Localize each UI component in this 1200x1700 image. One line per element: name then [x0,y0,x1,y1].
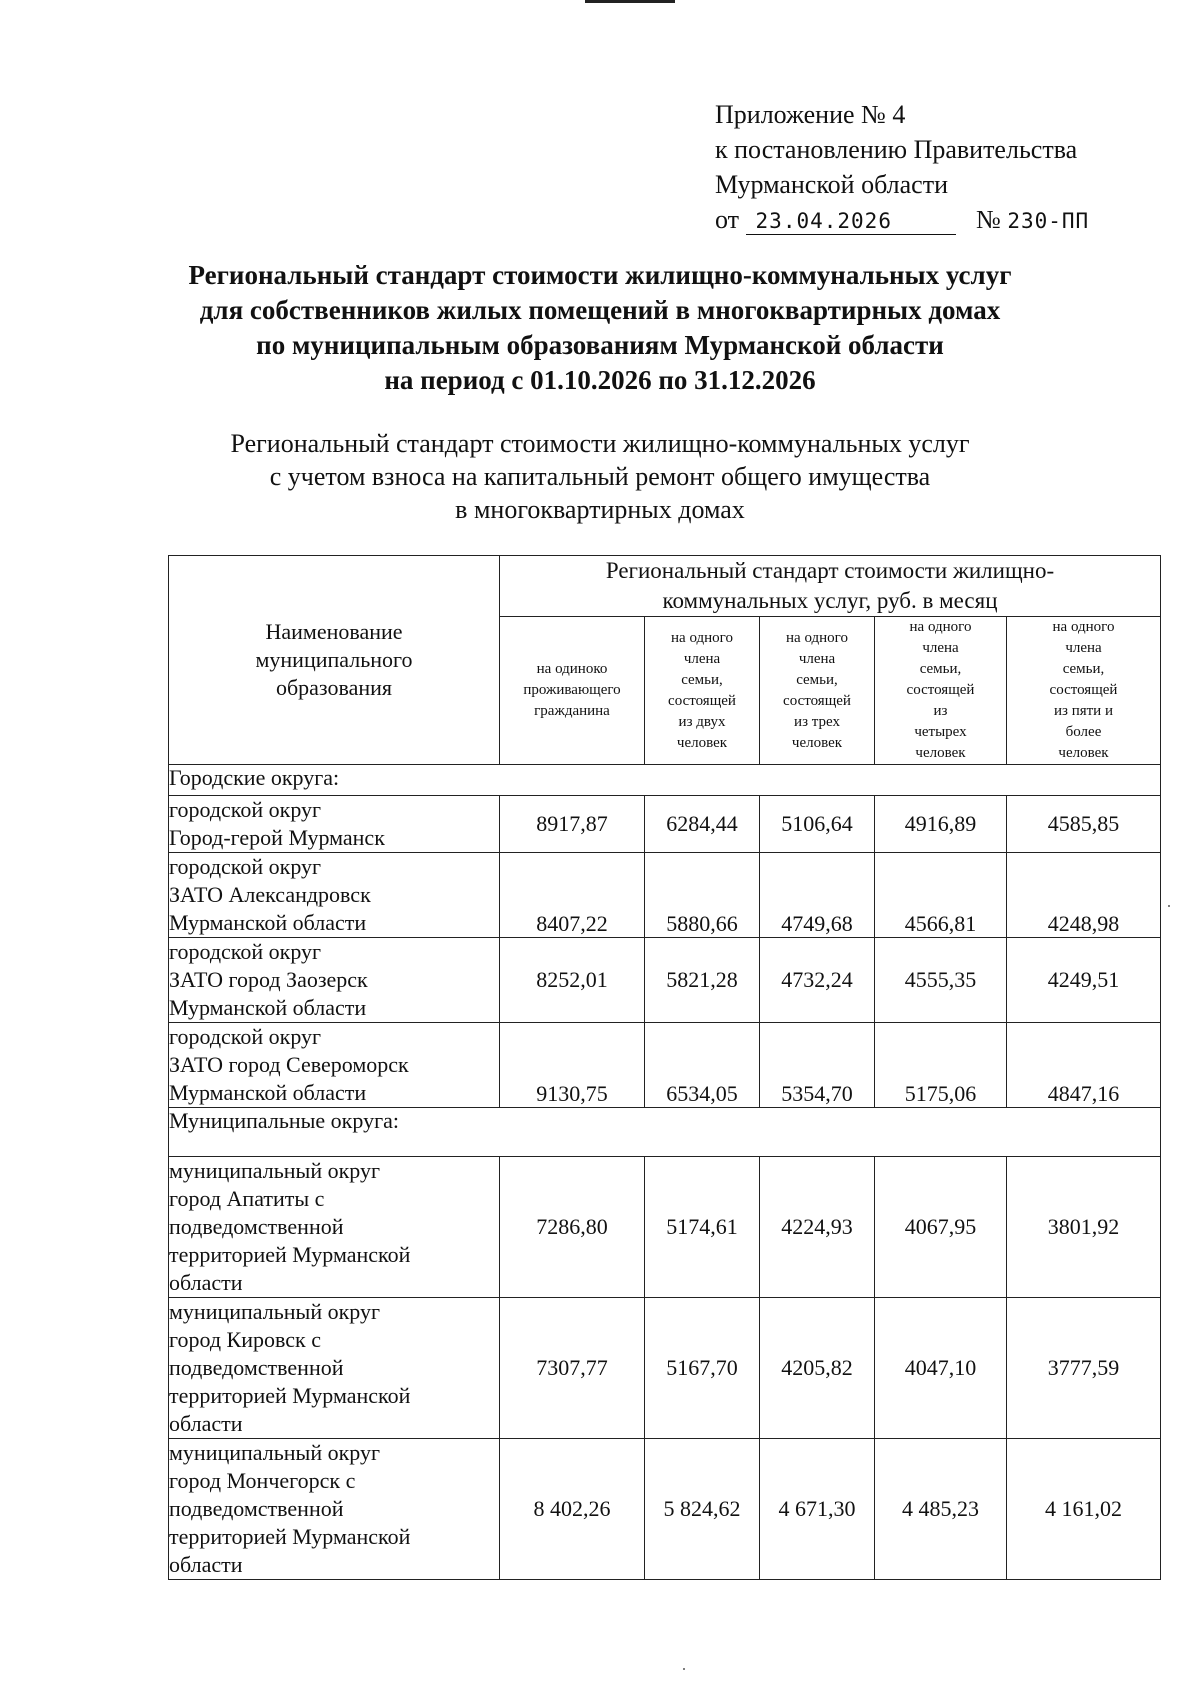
from-label: от [715,205,740,234]
document-subtitle [100,427,1100,526]
cost-value: 3777,59 [1007,1298,1161,1439]
cost-value: 4 485,23 [875,1439,1007,1580]
cost-value: 8252,01 [500,938,645,1023]
scan-top-mark [585,0,675,3]
appendix-line-2: к постановлению Правительства [715,135,1078,164]
scan-speck [1168,905,1170,907]
table-row [169,1298,1161,1439]
cost-value: 7307,77 [500,1298,645,1439]
cost-value: 4205,82 [760,1298,875,1439]
cost-value: 5106,64 [760,796,875,853]
cost-value: 4 161,02 [1007,1439,1161,1580]
municipality-name: городской округ ЗАТО Александровск Мурманской области [169,853,500,938]
document-date: 23.04.2026 [746,208,956,235]
section-title: Муниципальные округа: [169,1108,1161,1157]
subtitle-line-1: Региональный стандарт стоимости жилищно-коммунальных услуг [230,429,970,458]
cost-value: 4047,10 [875,1298,1007,1439]
column-header-3: на одного члена семьи, состоящей из трех человек [760,617,875,765]
table-row [169,938,1161,1023]
column-header-1: на одиноко проживающего гражданина [500,617,645,765]
cost-value: 8917,87 [500,796,645,853]
cost-value: 5354,70 [760,1023,875,1108]
cost-value: 5 824,62 [645,1439,760,1580]
title-line-2: для собственников жилых помещений в многоквартирных домах [199,295,1001,325]
subtitle-line-2: с учетом взноса на капитальный ремонт общего имущества [269,462,931,491]
municipality-name: городской округ ЗАТО город Североморск Мурманской области [169,1023,500,1108]
column-header-2: на одного члена семьи, состоящей из двух человек [645,617,760,765]
cost-value: 4249,51 [1007,938,1161,1023]
column-header-4: на одного члена семьи, состоящей из четырех человек [875,617,1007,765]
table-row [169,1439,1161,1580]
section-title: Городские округа: [169,765,1161,796]
cost-value: 9130,75 [500,1023,645,1108]
cost-value: 4732,24 [760,938,875,1023]
municipality-name: муниципальный округ город Мончегорск с подведомственной территорией Мурманской области [169,1439,500,1580]
cost-value: 5174,61 [645,1157,760,1298]
table-row [169,1157,1161,1298]
appendix-line-3: Мурманской области [715,170,948,199]
section-header-row [169,1108,1161,1157]
cost-value: 4585,85 [1007,796,1161,853]
municipality-name: городской округ ЗАТО город Заозерск Мурманской области [169,938,500,1023]
appendix-block [715,97,1089,239]
column-header-5: на одного члена семьи, состоящей из пяти и более человек [1007,617,1161,765]
cost-value: 5821,28 [645,938,760,1023]
cost-value: 5167,70 [645,1298,760,1439]
subtitle-line-3: в многоквартирных домах [455,495,745,524]
cost-value: 4847,16 [1007,1023,1161,1108]
cost-value: 4248,98 [1007,853,1161,938]
municipality-name: муниципальный округ город Апатиты с подведомственной территорией Мурманской области [169,1157,500,1298]
cost-value: 4566,81 [875,853,1007,938]
cost-value: 6534,05 [645,1023,760,1108]
title-line-3: по муниципальным образованиям Мурманской области [256,330,944,360]
section-header-row [169,765,1161,796]
title-line-1: Региональный стандарт стоимости жилищно-коммунальных услуг [188,260,1012,290]
appendix-date-line [715,202,1089,239]
document-title [100,258,1100,398]
document-number: 230-ПП [1007,209,1090,233]
cost-value: 6284,44 [645,796,760,853]
municipality-name: городской округ Город-герой Мурманск [169,796,500,853]
cost-value: 8407,22 [500,853,645,938]
title-line-4: на период с 01.10.2026 по 31.12.2026 [384,365,816,395]
cost-value: 4749,68 [760,853,875,938]
cost-standard-group-header: Региональный стандарт стоимости жилищно- коммунальных услуг, руб. в месяц [500,556,1161,617]
cost-value: 5175,06 [875,1023,1007,1108]
cost-value: 4224,93 [760,1157,875,1298]
appendix-line-1: Приложение № 4 [715,100,906,129]
cost-value: 4067,95 [875,1157,1007,1298]
cost-value: 3801,92 [1007,1157,1161,1298]
cost-value: 4916,89 [875,796,1007,853]
municipality-name: муниципальный округ город Кировск с подведомственной территорией Мурманской области [169,1298,500,1439]
cost-value: 7286,80 [500,1157,645,1298]
number-label: № [976,205,1001,234]
cost-value: 4 671,30 [760,1439,875,1580]
cost-value: 8 402,26 [500,1439,645,1580]
standards-table [168,555,1161,1580]
table-row [169,796,1161,853]
cost-value: 5880,66 [645,853,760,938]
scan-speck [683,1668,685,1670]
cost-value: 4555,35 [875,938,1007,1023]
table-row [169,853,1161,938]
table-row [169,1023,1161,1108]
municipality-name-header: Наименование муниципального образования [169,556,500,765]
